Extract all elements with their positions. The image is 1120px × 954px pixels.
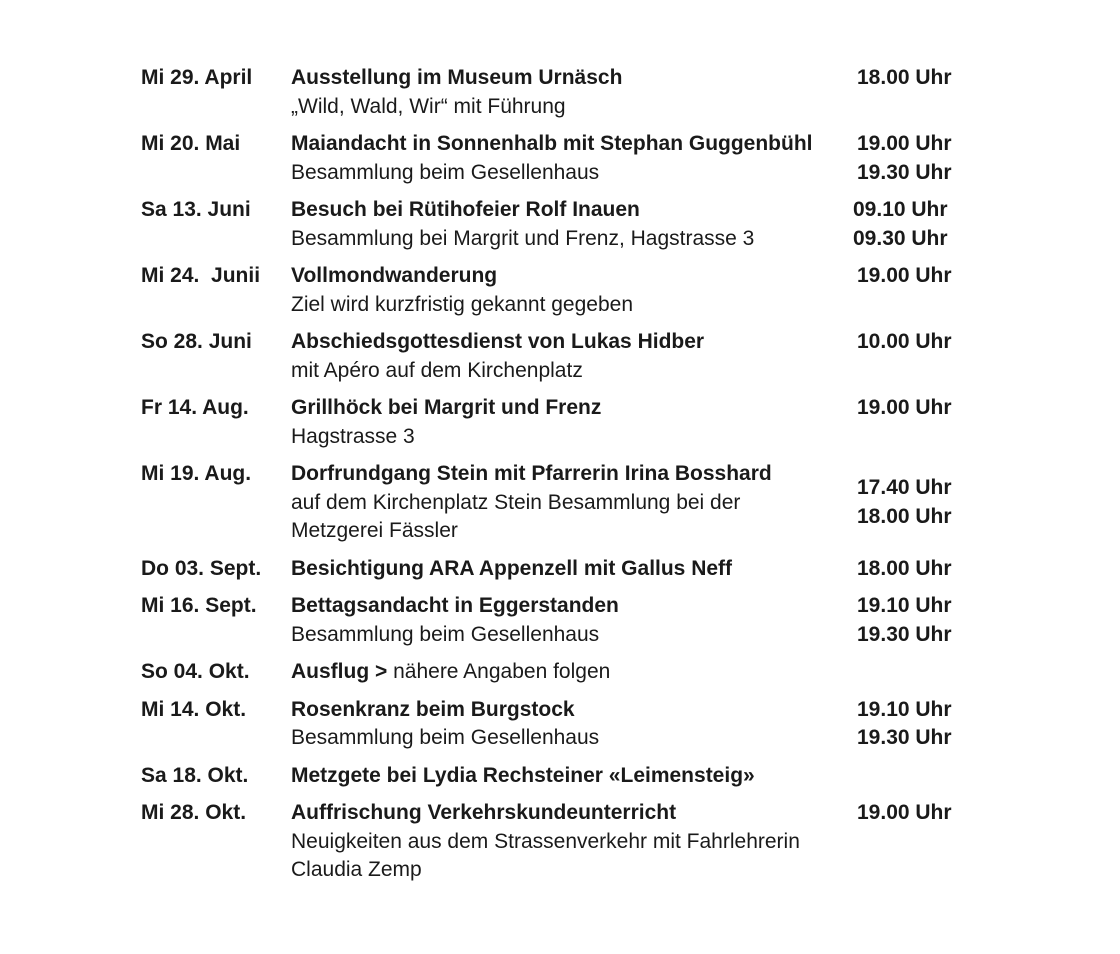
event-times [857,696,981,753]
event-detail: mit Apéro auf dem Kirchenplatz [291,358,583,382]
event-description [291,799,857,885]
event-description [291,696,857,753]
event-row [141,328,981,385]
event-description [291,328,857,385]
event-title: Metzgete bei Lydia Rechsteiner «Leimensteig» [291,763,755,787]
event-title: Besichtigung ARA Appenzell mit Gallus Neff [291,556,733,580]
event-times [857,555,981,584]
event-time: 18.00 Uhr [857,556,952,580]
event-detail: auf dem Kirchenplatz Stein Besammlung bei der [291,490,741,514]
event-times [857,799,981,885]
event-title: Auffrischung Verkehrskundeunterricht [291,801,677,824]
event-times [857,130,981,187]
event-description [291,658,857,687]
event-date: Mi 28. Okt. [141,801,247,824]
event-detail: Neuigkeiten aus dem Strassenverkehr mit Fahrlehrerin [291,829,800,853]
event-description [291,64,857,121]
event-date: So 28. Juni [141,330,252,353]
event-description [291,130,857,187]
event-times [857,394,981,451]
event-schedule [141,64,981,894]
event-time: 09.10 Uhr [853,198,948,221]
event-row [141,762,981,791]
event-title: Vollmondwanderung [291,264,498,287]
event-times [857,460,981,546]
event-date: Mi 29. April [141,66,253,89]
event-time: 09.30 Uhr [853,226,948,250]
event-date: Mi 16. Sept. [141,594,257,617]
event-title-bold: Ausflug > [291,660,388,683]
event-time: 10.00 Uhr [857,330,952,353]
event-title: Bettagsandacht in Eggerstanden [291,594,619,617]
event-detail: Ziel wird kurzfristig gekannt gegeben [291,292,634,316]
event-row [141,696,981,753]
event-row [141,196,981,253]
event-detail: Besammlung bei Margrit und Frenz, Hagstrasse 3 [291,226,755,250]
event-times [857,762,981,791]
event-time: 19.00 Uhr [857,396,952,419]
event-title: Besuch bei Rütihofeier Rolf Inauen [291,198,640,221]
event-title: Dorfrundgang Stein mit Pfarrerin Irina Bosshard [291,462,772,485]
event-date: Mi 20. Mai [141,132,241,155]
event-time: 19.00 Uhr [857,132,952,155]
event-time: 19.00 Uhr [857,801,952,824]
event-description [291,555,857,584]
event-detail: Besammlung beim Gesellenhaus [291,160,600,184]
event-row [141,555,981,584]
event-description [291,592,857,649]
event-row [141,592,981,649]
event-detail: Claudia Zemp [291,858,422,881]
event-description [291,394,857,451]
event-date: Mi 19. Aug. [141,462,252,485]
event-times [853,196,981,253]
event-row [141,799,981,885]
event-date: Sa 18. Okt. [141,763,249,787]
event-times [857,658,981,687]
event-date: Sa 13. Juni [141,198,251,221]
event-row [141,460,981,546]
event-time: 19.00 Uhr [857,264,952,287]
event-time: 19.10 Uhr [857,697,952,721]
event-row [141,394,981,451]
event-times [857,592,981,649]
event-title: Grillhöck bei Margrit und Frenz [291,396,602,419]
event-date: So 04. Okt. [141,660,250,683]
event-time: 19.10 Uhr [857,594,952,617]
event-description [291,460,857,546]
event-title: Maiandacht in Sonnenhalb mit Stephan Guggenbühl [291,132,813,155]
event-detail: Besammlung beim Gesellenhaus [291,726,600,749]
event-title: Ausstellung im Museum Urnäsch [291,66,623,89]
event-time: 19.30 Uhr [857,726,952,749]
event-description [291,762,857,791]
event-row [141,130,981,187]
event-time: 18.00 Uhr [857,66,952,89]
event-title: Rosenkranz beim Burgstock [291,697,575,721]
event-detail: Besammlung beim Gesellenhaus [291,622,600,646]
event-time: 19.30 Uhr [857,160,952,184]
event-row [141,64,981,121]
event-row [141,262,981,319]
event-times [857,64,981,121]
event-description [291,196,857,253]
event-date: Mi 24. Junii [141,264,261,287]
event-detail: Metzgerei Fässler [291,519,458,542]
event-time: 18.00 Uhr [857,504,952,528]
event-date: Mi 14. Okt. [141,697,247,721]
event-row [141,658,981,687]
event-title-suffix: nähere Angaben folgen [387,660,611,683]
event-description [291,262,857,319]
event-detail: „Wild, Wald, Wir“ mit Führung [291,94,566,118]
event-times [857,328,981,385]
event-time: 19.30 Uhr [857,622,952,646]
event-times [857,262,981,319]
event-detail: Hagstrasse 3 [291,424,415,448]
event-time: 17.40 Uhr [857,476,952,499]
event-date: Fr 14. Aug. [141,396,249,419]
event-date: Do 03. Sept. [141,556,262,580]
event-title [291,658,857,687]
event-title: Abschiedsgottesdienst von Lukas Hidber [291,330,705,353]
